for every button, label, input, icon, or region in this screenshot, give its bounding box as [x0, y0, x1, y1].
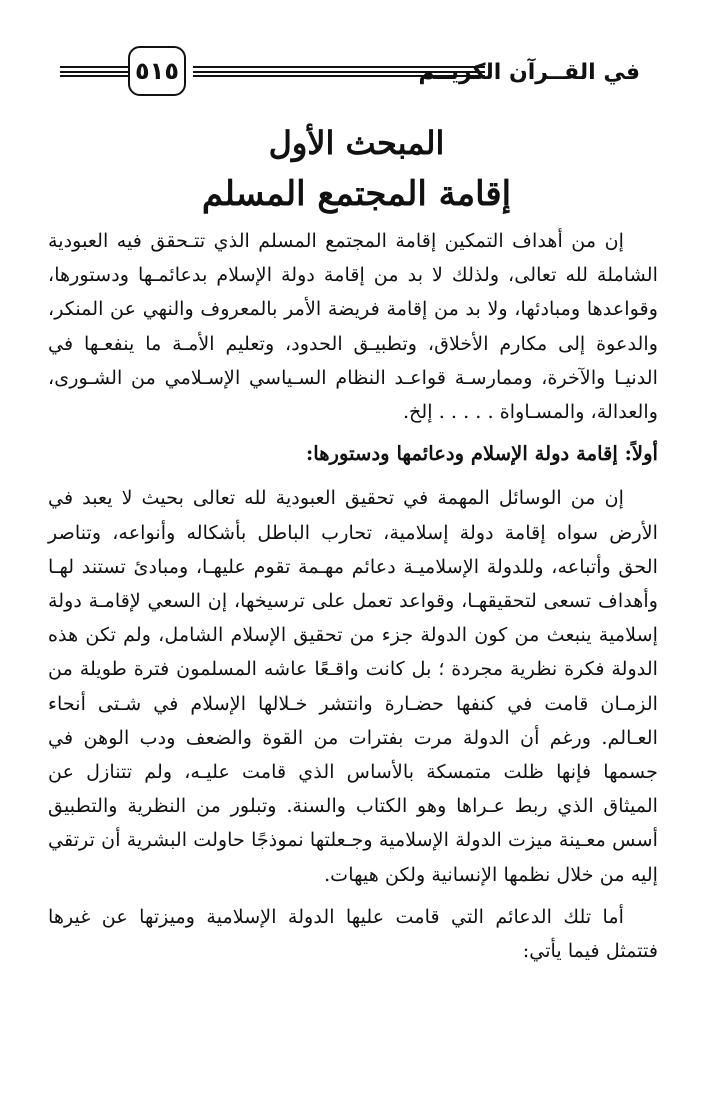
section-heading: المبحث الأول	[268, 124, 445, 162]
section-titles	[0, 120, 713, 222]
paragraph-pillars-intro: أما تلك الدعائم التي قامت عليها الدولة الإسلامية وميزتها عن غيرها فتتمثل فيما يأتي:	[48, 904, 658, 963]
body-text	[48, 224, 658, 976]
paragraph-intro: إن من أهداف التمكين إقامة المجتمع المسلم الذي تتـحقق فيه العبودية الشاملة لله تعالى، ولذلك لا بد من إقامة دولة الإسلام بدعائمـها ودستورها، وقواعدها ومبادئها، ولا بد من إقامة فريضة الأمر بالمعروف والنهي عن المنكر، والدعوة إلى مكارم الأخلاق، وتطبيـق الحدود، وتعليم الأمـة ما ينفعـها في الدنيـا والآخرة، وممارسـة قواعـد النظام السـياسي الإسـلامي من الشـورى، والعدالة، والمسـاواة . . . . . إلخ.	[48, 229, 658, 424]
page-number-text: ٥١٥	[135, 57, 179, 85]
section-title: إقامة المجتمع المسلم	[201, 174, 512, 214]
subheading-state-pillars: أولاً: إقامة دولة الإسلام ودعائمها ودستورها:	[306, 442, 658, 466]
paragraph-state: إن من الوسائل المهمة في تحقيق العبودية لله تعالى بحيث لا يعبد في الأرض سواه إقامة دولة إسلامية، تحارب الباطل بأشكاله وأنواعه، وتناصر الحق وأتباعه، وللدولة الإسلاميـة دعائم مهـمة تقوم عليهـا، ومبادئ تستند لهـا وأهداف تسعى لتحقيقهـا، وقواعد تعمل على ترسيخها، إن السعي لإقامـة دولة إسلامية ينبعث من كون الدولة جزء من تحقيق الإسلام الشامل، ولم تكن هذه الدولة فكرة نظرية مجردة ؛ بل كانت واقـعًا عاشه المسلمون فترة طويلة من الزمـان قامت في كنفها حضـارة وانتشر خـلالها الإسلام في شـتى أنحاء العـالم. ورغم أن الدولة مرت بفترات من القوة والضعف ودب الوهن في جسمها فإنها ظلت متمسكة بالأساس الذي قامت عليـه، ولم تتنازل عن الميثاق الذي ربط عـراها وهو الكتاب والسنة. وتبلور من النظرية والتطبيق أسس معـينة ميزت الدولة الإسلامية وجـعلتها نموذجًا حاولت البشرية أن ترتقي إليه من خلال نظمها الإنسانية ولكن هيهات.	[48, 486, 658, 886]
header-rule-left	[60, 66, 128, 77]
page-number	[128, 46, 186, 96]
header-rule-right	[193, 66, 485, 77]
page-header	[60, 46, 640, 110]
running-title: في القــرآن الكريــم	[418, 60, 640, 85]
